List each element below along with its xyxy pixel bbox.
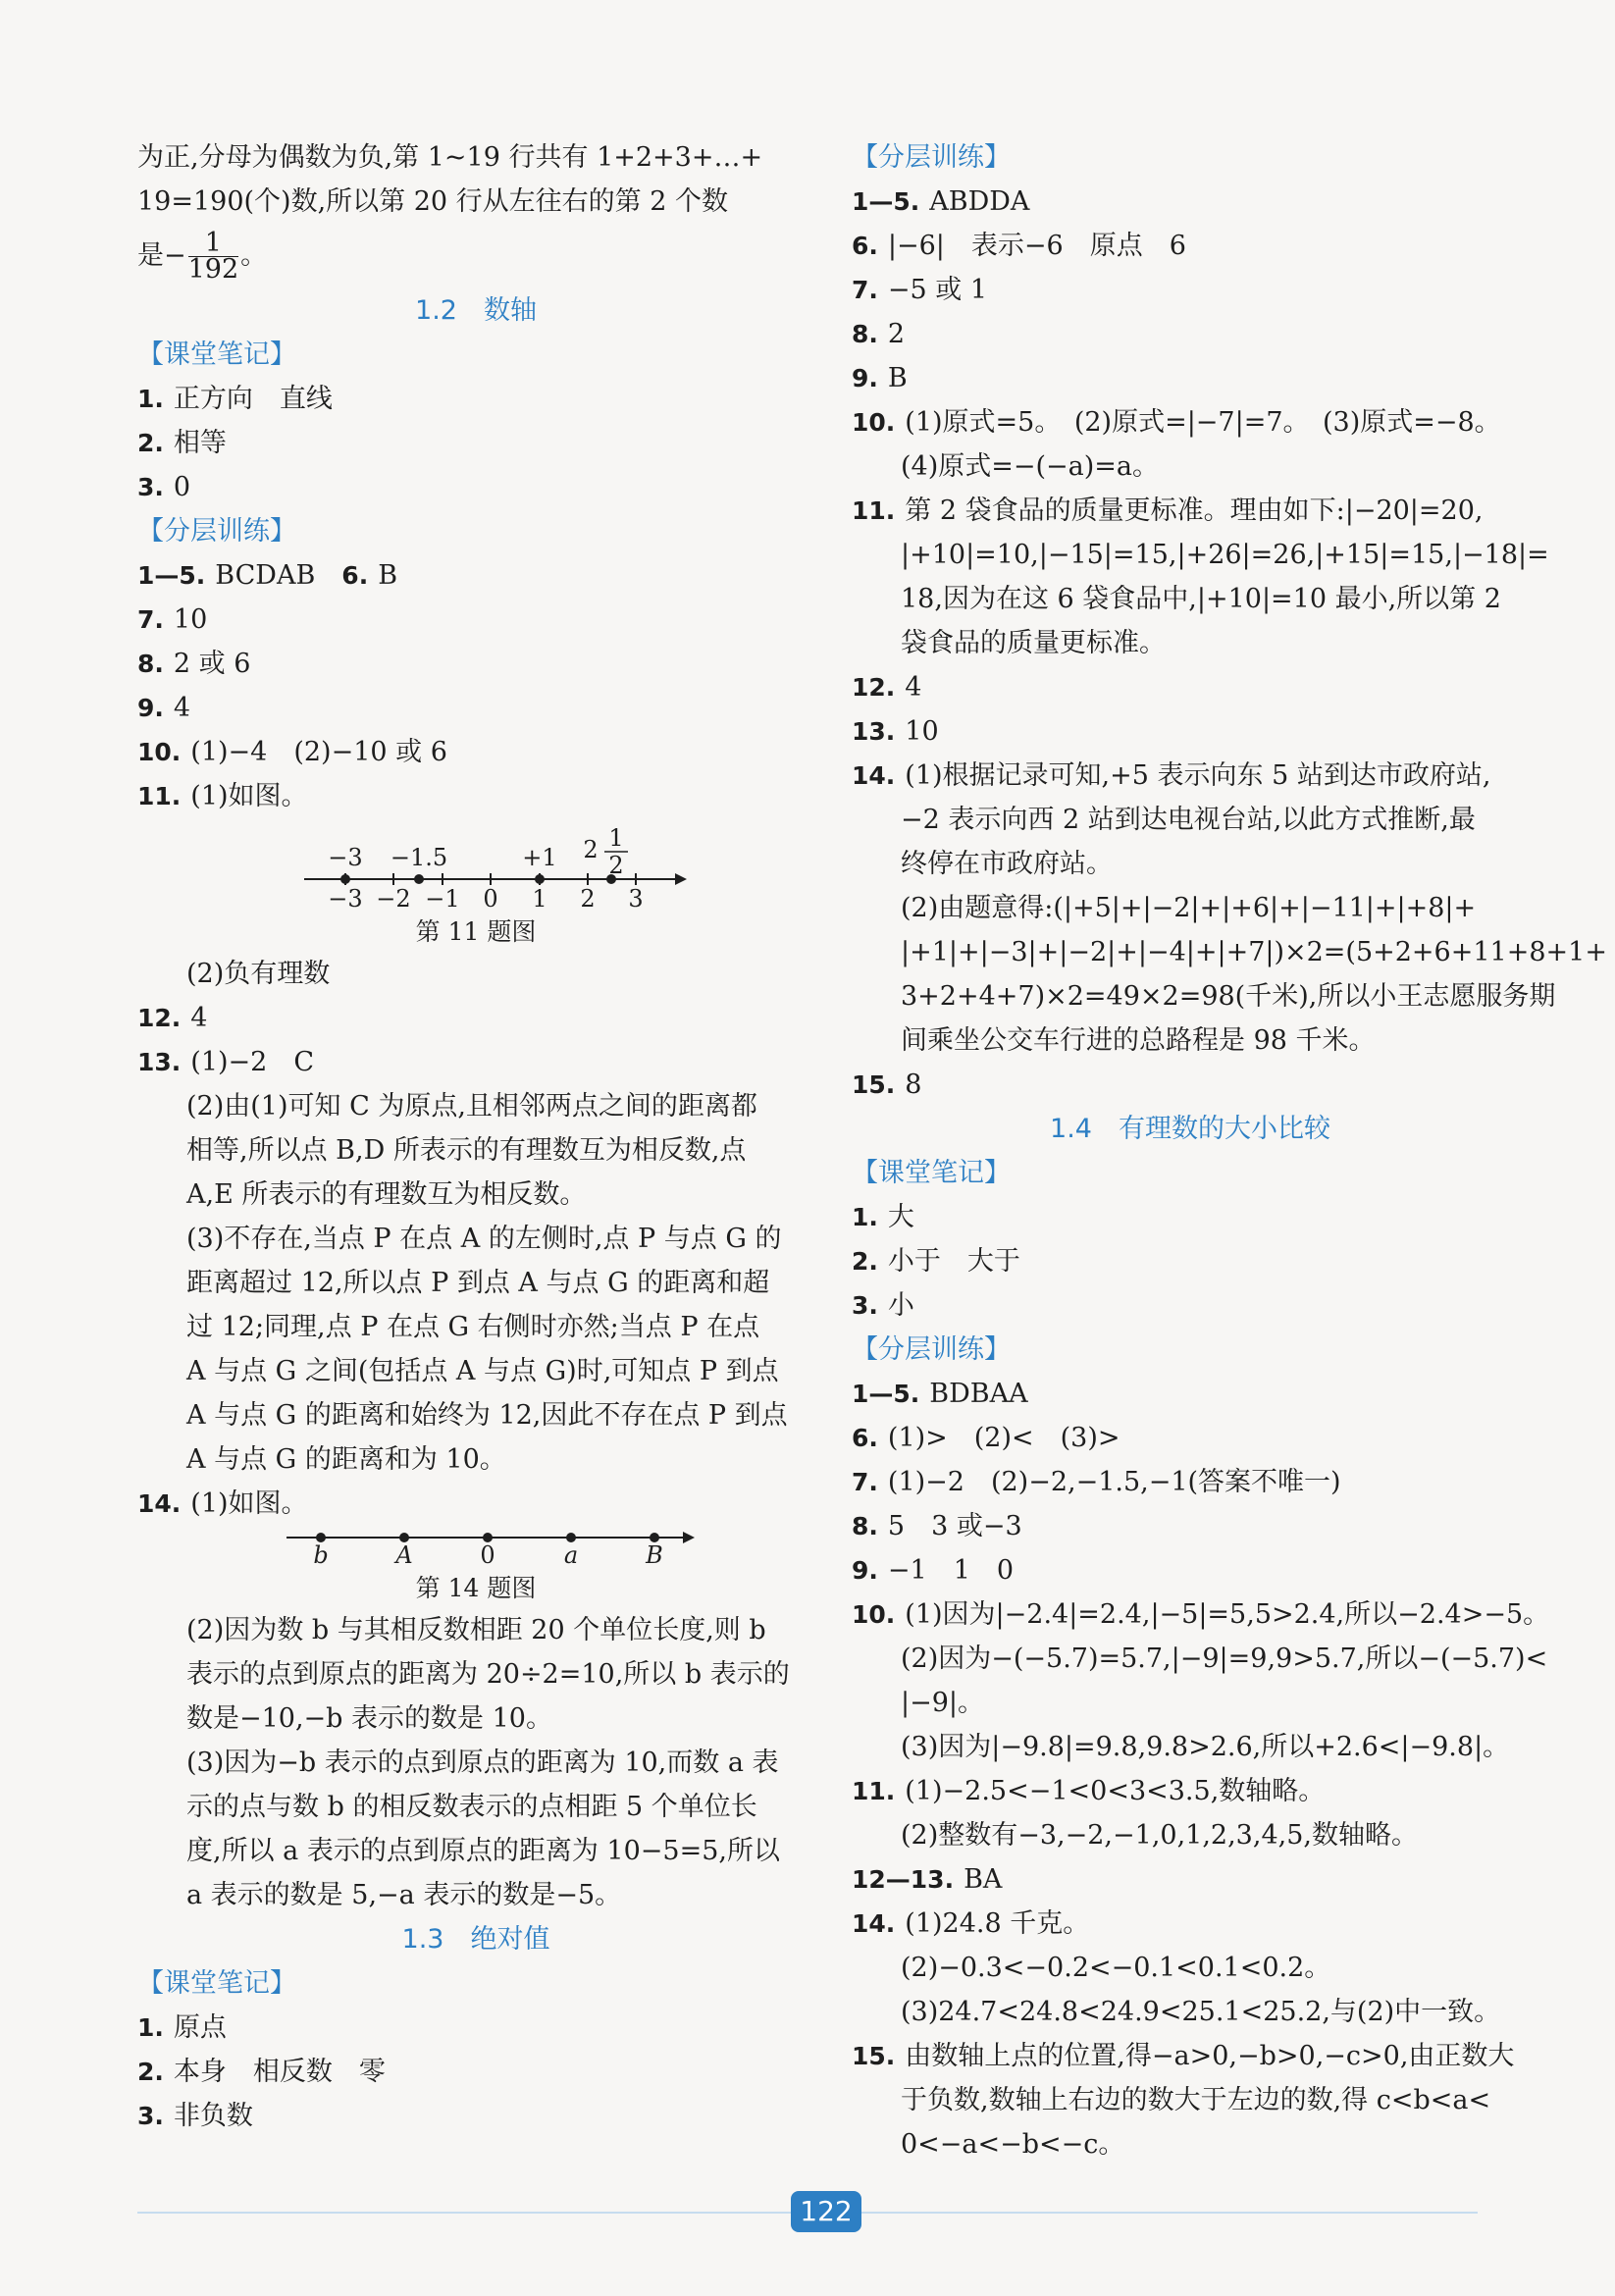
answer-text: (2)因为数 b 与其相反数相距 20 个单位长度,则 b <box>186 1615 766 1645</box>
answer-text: 终停在市政府站。 <box>901 849 1113 879</box>
answer-text: |−9|。 <box>901 1688 984 1718</box>
question-number: 7. <box>137 605 164 634</box>
answer-line <box>852 577 1529 621</box>
answer-line <box>137 996 814 1040</box>
answer-text: 小于 大于 <box>887 1246 1020 1277</box>
tick-label: 3 <box>628 885 644 909</box>
tick-label: −3 <box>328 885 363 909</box>
question-number: 14. <box>852 1909 896 1938</box>
answer-text: 3+2+4+7)×2=49×2=98(千米),所以小王志愿服务期 <box>901 981 1556 1012</box>
question-number: 3. <box>137 473 164 501</box>
training-list-1-4 <box>852 1372 1550 2166</box>
answer-line <box>852 489 1529 533</box>
section-tag-notes: 【课堂笔记】 <box>137 1968 296 1999</box>
answer-text: (2)整数有−3,−2,−1,0,1,2,3,4,5,数轴略。 <box>901 1820 1418 1851</box>
section-title-1-2: 1.2 数轴 <box>415 295 537 326</box>
answer-text: |−6| 表示−6 原点 6 <box>887 231 1186 261</box>
answer-text: BA <box>964 1864 1003 1895</box>
answer-line <box>852 2122 1529 2166</box>
answer-line <box>852 1813 1529 1857</box>
training-list-1-2 <box>137 553 814 818</box>
answer-line <box>137 1305 814 1349</box>
training-list-1-2-end <box>137 1608 814 1917</box>
answer-text: (1)根据记录可知,+5 表示向东 5 站到达市政府站, <box>905 760 1491 791</box>
point-label-B: B <box>646 1541 663 1565</box>
question-number: 10. <box>852 408 896 437</box>
answer-text: (1)因为|−2.4|=2.4,|−5|=5,5>2.4,所以−2.4>−5。 <box>905 1599 1550 1630</box>
label-minus-3: −3 <box>328 844 363 871</box>
answer-text: |+1|+|−3|+|−2|+|−4|+|+7|)×2=(5+2+6+11+8+1+ <box>901 937 1607 967</box>
answer-line <box>137 2050 814 2094</box>
section-tag-training: 【分层训练】 <box>852 142 1011 173</box>
answer-line <box>852 1681 1529 1725</box>
answer-line <box>852 268 1529 312</box>
question-number: 1—5. <box>137 561 206 590</box>
section-tag-training: 【分层训练】 <box>852 1334 1011 1365</box>
question-number: 9. <box>852 1556 878 1585</box>
answer-text: −5 或 1 <box>887 275 988 305</box>
question-number: 3. <box>852 1291 878 1320</box>
label-mixed-den: 2 <box>608 852 624 879</box>
answer-text: (3)因为|−9.8|=9.8,9.8>2.6,所以+2.6<|−9.8|。 <box>901 1732 1510 1762</box>
answer-text: A 与点 G 的距离和为 10。 <box>186 1444 506 1475</box>
answer-line <box>137 598 814 642</box>
tick-label: 1 <box>532 885 547 909</box>
answer-text: |+10|=10,|−15|=15,|+26|=26,|+15|=15,|−18|= <box>901 540 1549 570</box>
answer-text: 0 <box>173 472 191 502</box>
question-number: 1—5. <box>852 187 920 216</box>
answer-line <box>137 1741 814 1785</box>
answer-text: A 与点 G 之间(包括点 A 与点 G)时,可知点 P 到点 <box>186 1356 779 1386</box>
answer-line <box>137 686 814 730</box>
question-number: 8. <box>852 1512 878 1540</box>
answer-line <box>137 1482 814 1526</box>
answer-text: B <box>378 560 398 591</box>
answer-line <box>852 974 1556 1018</box>
answer-line <box>137 952 814 996</box>
answer-text: 度,所以 a 表示的点到原点的距离为 10−5=5,所以 <box>186 1836 780 1866</box>
fraction: $\frac{1}{192}$ <box>187 228 239 285</box>
answer-text: 10 <box>173 604 208 635</box>
question-number: 9. <box>852 364 878 392</box>
question-number: 1. <box>137 2013 164 2042</box>
answer-line <box>852 1416 1529 1460</box>
answer-line <box>852 1857 1529 1902</box>
question-number: 2. <box>137 429 164 457</box>
question-number: 9. <box>137 694 164 722</box>
question-number: 15. <box>852 2042 896 2070</box>
answer-text: (1)原式=5。 (2)原式=|−7|=7。 (3)原式=−8。 <box>905 407 1501 438</box>
answer-text: B <box>887 363 908 393</box>
intro-line-3: 是− $\frac{1}{192}$ 。 <box>137 228 268 285</box>
question-number: 12. <box>852 673 896 702</box>
answer-line <box>137 1173 814 1217</box>
answer-line <box>852 444 1529 489</box>
section-tag-training: 【分层训练】 <box>137 516 296 547</box>
answer-text: 数是−10,−b 表示的数是 10。 <box>186 1703 552 1734</box>
answer-text: (1)如图。 <box>190 781 308 811</box>
answer-line <box>137 774 814 818</box>
question-number: 11. <box>852 496 896 525</box>
answer-line <box>852 224 1529 268</box>
question-number: 2. <box>852 1247 878 1276</box>
question-number: 14. <box>852 761 896 790</box>
answer-line <box>852 400 1529 444</box>
answer-text: (3)因为−b 表示的点到原点的距离为 10,而数 a 表 <box>186 1748 779 1778</box>
right-column <box>852 135 1607 2166</box>
label-minus-1-5: −1.5 <box>390 844 448 871</box>
answer-line <box>137 553 814 598</box>
figure-14-caption: 第 14 题图 <box>415 1574 537 1602</box>
answer-line <box>137 1652 814 1696</box>
left-column <box>137 135 814 2138</box>
answer-text: 过 12;同理,点 P 在点 G 右侧时亦然;当点 P 在点 <box>186 1312 760 1342</box>
answer-line <box>852 1239 1529 1283</box>
figure-11-caption: 第 11 题图 <box>415 917 537 946</box>
point-label-b: b <box>313 1541 329 1565</box>
answer-text: (1)−2 (2)−2,−1.5,−1(答案不唯一) <box>887 1467 1341 1497</box>
tick-label: 2 <box>580 885 596 909</box>
answer-text: (2)负有理数 <box>186 959 331 989</box>
answer-line <box>852 2078 1529 2122</box>
answer-text: 2 或 6 <box>173 649 251 679</box>
intro-line-1: 为正,分母为偶数为负,第 1~19 行共有 1+2+3+…+ <box>137 142 763 173</box>
answer-text: (3)不存在,当点 P 在点 A 的左侧时,点 P 与点 G 的 <box>186 1224 782 1254</box>
answer-text: 正方向 直线 <box>173 384 333 414</box>
number-line-14 <box>137 1526 814 1565</box>
figure-11-number-line <box>137 818 814 952</box>
answer-line <box>852 1018 1529 1063</box>
question-number: 2. <box>137 2058 164 2086</box>
answer-line <box>852 2034 1529 2078</box>
answer-line <box>137 1349 814 1393</box>
answer-line <box>852 665 1529 709</box>
answer-line <box>137 1128 814 1173</box>
notes-list-1-2 <box>137 377 814 509</box>
answer-text: (1)−2.5<−1<0<3<3.5,数轴略。 <box>905 1776 1326 1806</box>
answer-text: −2 表示向西 2 站到达电视台站,以此方式推断,最 <box>901 805 1476 835</box>
answer-text: 5 3 或−3 <box>887 1511 1022 1541</box>
answer-text: 于负数,数轴上右边的数大于左边的数,得 c<b<a< <box>901 2085 1491 2115</box>
figure-14-number-line <box>137 1526 814 1608</box>
question-number: 14. <box>137 1489 182 1518</box>
answer-text: 大 <box>887 1202 914 1232</box>
answer-text: A 与点 G 的距离和始终为 12,因此不存在点 P 到点 <box>186 1400 788 1431</box>
answer-line <box>852 1637 1548 1681</box>
answer-line <box>852 1548 1529 1592</box>
section-tag-notes: 【课堂笔记】 <box>852 1158 1011 1188</box>
answer-text: (1)−2 C <box>190 1047 315 1077</box>
answer-text: 距离超过 12,所以点 P 到点 A 与点 G 的距离和超 <box>186 1268 770 1298</box>
answer-text: (1)> (2)< (3)> <box>887 1423 1120 1453</box>
answer-line <box>137 1040 814 1084</box>
question-number: 12. <box>137 1004 182 1032</box>
answer-line <box>852 1063 1529 1107</box>
label-plus-1: +1 <box>522 844 557 871</box>
question-number: 11. <box>137 782 182 810</box>
answer-text: 8 <box>905 1070 922 1100</box>
answer-line <box>852 1283 1529 1328</box>
question-number: 12—13. <box>852 1865 955 1894</box>
answer-text: 原点 <box>173 2012 227 2043</box>
page-number: 122 <box>791 2191 861 2232</box>
question-number: 10. <box>137 738 182 766</box>
question-number: 13. <box>137 1048 182 1076</box>
answer-line <box>137 1785 814 1829</box>
answer-text: 相等,所以点 B,D 所表示的有理数互为相反数,点 <box>186 1135 747 1166</box>
answer-line <box>852 1460 1529 1504</box>
answer-text: 表示的点到原点的距离为 20÷2=10,所以 b 表示的 <box>186 1659 790 1690</box>
answer-text: a 表示的数是 5,−a 表示的数是−5。 <box>186 1880 622 1910</box>
answer-text: 非负数 <box>173 2101 253 2131</box>
question-number: 1. <box>137 385 164 413</box>
answer-text: BCDAB <box>215 560 342 591</box>
answer-line <box>137 377 814 421</box>
answer-text: 10 <box>905 716 939 747</box>
answer-text: 第 2 袋食品的质量更标准。理由如下:|−20|=20, <box>905 496 1484 526</box>
answer-text: 4 <box>173 693 191 723</box>
question-number: 6. <box>341 561 369 590</box>
answer-line <box>137 1217 814 1261</box>
answer-line <box>852 1504 1529 1548</box>
answer-line <box>852 1372 1529 1416</box>
answer-text: (2)因为−(−5.7)=5.7,|−9|=9,9>5.7,所以−(−5.7)< <box>901 1644 1548 1674</box>
answer-text: 本身 相反数 零 <box>173 2057 386 2087</box>
answer-line <box>137 1696 814 1741</box>
answer-line <box>852 754 1529 798</box>
answer-text: ABDDA <box>929 186 1030 217</box>
answer-line <box>137 2006 814 2050</box>
intro-line-2: 19=190(个)数,所以第 20 行从左往右的第 2 个数 <box>137 186 729 217</box>
answer-text: −1 1 0 <box>887 1555 1015 1586</box>
answer-text: 18,因为在这 6 袋食品中,|+10|=10 最小,所以第 2 <box>901 584 1501 614</box>
answer-line <box>852 621 1529 665</box>
question-number: 7. <box>852 1468 878 1496</box>
answer-text: 2 <box>887 319 906 349</box>
answer-line <box>137 1873 814 1917</box>
training-list-1-3 <box>852 180 1607 1107</box>
answer-line <box>852 1990 1529 2034</box>
answer-line <box>137 1261 814 1305</box>
question-number: 8. <box>137 650 164 678</box>
label-mixed-num: 1 <box>608 824 624 852</box>
answer-text: (3)24.7<24.8<24.9<25.1<25.2,与(2)中一致。 <box>901 1997 1501 2027</box>
answer-line <box>852 1725 1529 1769</box>
tick-label: −2 <box>376 885 411 909</box>
tick-label: 0 <box>483 885 498 909</box>
answer-line <box>137 642 814 686</box>
answer-text: (2)由题意得:(|+5|+|−2|+|+6|+|−11|+|+8|+ <box>901 893 1477 923</box>
question-number: 13. <box>852 717 896 746</box>
answer-line <box>137 1608 814 1652</box>
point-label-0: 0 <box>480 1541 495 1565</box>
answer-line <box>137 421 814 465</box>
answer-text: A,E 所表示的有理数互为相反数。 <box>186 1179 587 1210</box>
answer-line <box>137 465 814 509</box>
section-title-1-4: 1.4 有理数的大小比较 <box>1050 1114 1330 1144</box>
answer-line <box>852 356 1529 400</box>
notes-list-1-4 <box>852 1195 1529 1328</box>
answer-line <box>137 2094 814 2138</box>
tick-label: −1 <box>425 885 460 909</box>
question-number: 1. <box>852 1203 878 1231</box>
question-number: 3. <box>137 2102 164 2130</box>
answer-text: 袋食品的质量更标准。 <box>901 628 1166 658</box>
question-number: 11. <box>852 1777 896 1805</box>
answer-text: 4 <box>190 1003 208 1033</box>
question-number: 15. <box>852 1070 896 1099</box>
answer-line <box>852 842 1529 886</box>
answer-line <box>852 709 1529 754</box>
question-number: 1—5. <box>852 1380 920 1408</box>
answer-line <box>852 886 1529 930</box>
answer-text: (2)由(1)可知 C 为原点,且相邻两点之间的距离都 <box>186 1091 757 1122</box>
answer-text: (1)−4 (2)−10 或 6 <box>190 737 447 767</box>
answer-line <box>137 730 814 774</box>
answer-line <box>852 1946 1529 1990</box>
answer-line <box>852 533 1549 577</box>
answer-line <box>852 798 1529 842</box>
answer-line <box>137 1084 814 1128</box>
answer-text: (2)−0.3<−0.2<−0.1<0.1<0.2。 <box>901 1953 1331 1983</box>
answer-text: 相等 <box>173 428 227 458</box>
question-number: 6. <box>852 1424 878 1452</box>
notes-list-1-3 <box>137 2006 814 2138</box>
answer-text: (1)如图。 <box>190 1488 308 1519</box>
answer-line <box>137 1437 814 1482</box>
answer-line <box>852 1195 1529 1239</box>
answer-text: 小 <box>887 1290 914 1321</box>
question-number: 10. <box>852 1600 896 1629</box>
answer-text: 4 <box>905 672 922 703</box>
number-line-11 <box>137 818 814 909</box>
question-number: 8. <box>852 320 878 348</box>
answer-text: (4)原式=−(−a)=a。 <box>901 451 1159 482</box>
label-mixed-whole: 2 <box>583 836 599 863</box>
section-title-1-3: 1.3 绝对值 <box>401 1924 550 1955</box>
point-label-a: a <box>563 1541 579 1565</box>
answer-text: 0<−a<−b<−c。 <box>901 2129 1125 2160</box>
answer-text: 示的点与数 b 的相反数表示的点相距 5 个单位长 <box>186 1792 757 1822</box>
answer-text: 由数轴上点的位置,得−a>0,−b>0,−c>0,由正数大 <box>905 2041 1515 2071</box>
answer-line <box>852 312 1529 356</box>
answer-line <box>137 1829 814 1873</box>
answer-text: 间乘坐公交车行进的总路程是 98 千米。 <box>901 1025 1376 1056</box>
answer-line <box>852 180 1529 224</box>
answer-text: (1)24.8 千克。 <box>905 1908 1090 1939</box>
answer-line <box>852 1769 1529 1813</box>
answer-line <box>137 1393 814 1437</box>
answer-line <box>852 930 1607 974</box>
answer-text: BDBAA <box>929 1379 1028 1409</box>
answer-line <box>852 1592 1550 1637</box>
answer-line <box>852 1902 1529 1946</box>
training-list-1-2-cont <box>137 952 814 1526</box>
question-number: 7. <box>852 276 878 304</box>
question-number: 6. <box>852 232 878 260</box>
section-tag-notes: 【课堂笔记】 <box>137 339 296 370</box>
point-label-A: A <box>395 1541 413 1565</box>
